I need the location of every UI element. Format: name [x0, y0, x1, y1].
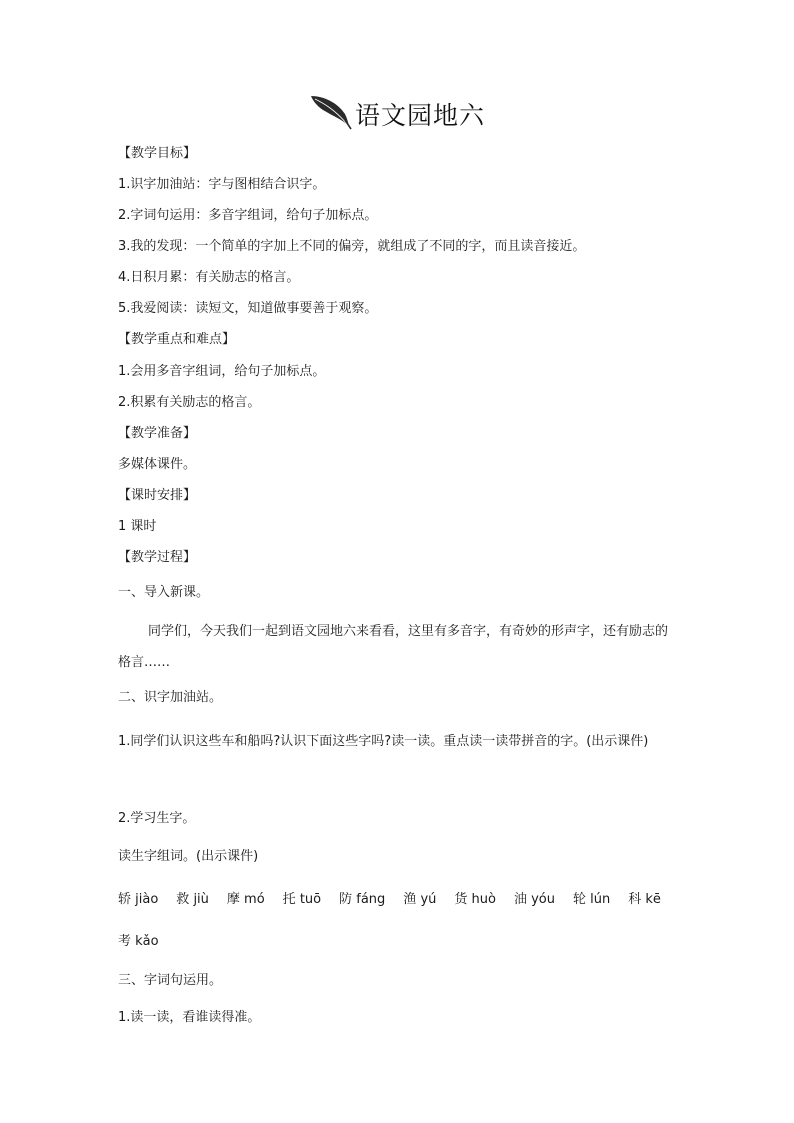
char-pinyin-item [339, 888, 385, 907]
pinyin-text: jiào [135, 892, 159, 907]
pinyin-text: huò [471, 892, 496, 907]
pinyin-text: lún [590, 892, 611, 907]
goal-item: 3.我的发现：一个简单的字加上不同的偏旁，就组成了不同的字，而且读音接近。 [118, 239, 586, 254]
char-list-row1 [118, 888, 679, 907]
goal-item: 4.日积月累：有关励志的格言。 [118, 270, 300, 285]
char-pinyin-item [176, 888, 209, 907]
char-pinyin-item [118, 888, 158, 907]
char-text: 货 [454, 892, 472, 907]
pinyin-text: tuō [299, 892, 322, 907]
step3-item1: 1.读一读，看谁读得准。 [118, 1010, 261, 1025]
prep-text: 多媒体课件。 [118, 457, 197, 472]
char-list-row2 [118, 930, 177, 949]
pinyin-text: yóu [531, 892, 555, 907]
goal-item: 5.我爱阅读：读短文，知道做事要善于观察。 [118, 301, 378, 316]
feather-quill-icon [309, 94, 353, 130]
step2-heading: 二、识字加油站。 [118, 690, 223, 705]
char-text: 托 [282, 892, 300, 907]
prep-header: 【教学准备】 [118, 426, 197, 441]
char-pinyin-item [283, 888, 321, 907]
step2-item1: 1.同学们认识这些车和船吗?认识下面这些字吗?读一读。重点读一读带拼音的字。(出示课件) [118, 734, 649, 749]
goal-item: 1.识字加油站：字与图相结合识字。 [118, 177, 326, 192]
char-pinyin-item [628, 888, 661, 907]
char-text: 轿 [118, 892, 136, 907]
key-item: 1.会用多音字组词，给句子加标点。 [118, 364, 326, 379]
page-title: 语文园地六 [354, 101, 485, 130]
char-text: 渔 [403, 892, 421, 907]
time-text: 1 课时 [118, 519, 157, 534]
char-text: 摩 [226, 892, 245, 907]
goals-header: 【教学目标】 [118, 146, 197, 161]
char-pinyin-item [514, 888, 555, 907]
pinyin-text: fáng [356, 892, 386, 907]
char-text: 救 [176, 892, 194, 907]
step1-heading: 一、导入新课。 [118, 585, 210, 600]
char-text: 考 [118, 934, 136, 949]
char-text: 轮 [572, 892, 591, 907]
pinyin-text: mó [244, 892, 265, 907]
char-pinyin-item [118, 930, 159, 949]
char-text: 防 [339, 892, 357, 907]
key-item: 2.积累有关励志的格言。 [118, 395, 261, 410]
char-pinyin-item [403, 888, 436, 907]
pinyin-text: kē [645, 892, 661, 907]
pinyin-text: kǎo [135, 934, 159, 949]
pinyin-text: yú [420, 892, 437, 907]
step2-item3: 读生字组词。(出示课件) [118, 849, 259, 864]
step1-paragraph: 同学们，今天我们一起到语文园地六来看看，这里有多音字，有奇妙的形声字，还有励志的格言…… [118, 624, 669, 670]
char-text: 科 [628, 892, 646, 907]
char-text: 油 [513, 892, 532, 907]
key-header: 【教学重点和难点】 [118, 332, 236, 347]
step3-heading: 三、字词句运用。 [118, 973, 223, 988]
char-pinyin-item [454, 888, 496, 907]
goal-item: 2.字词句运用：多音字组词，给句子加标点。 [118, 208, 378, 223]
title-row [0, 96, 794, 132]
pinyin-text: jiù [193, 892, 209, 907]
time-header: 【课时安排】 [118, 488, 197, 503]
process-header: 【教学过程】 [118, 550, 197, 565]
char-pinyin-item [573, 888, 610, 907]
char-pinyin-item [227, 888, 265, 907]
step2-item2: 2.学习生字。 [118, 811, 196, 826]
